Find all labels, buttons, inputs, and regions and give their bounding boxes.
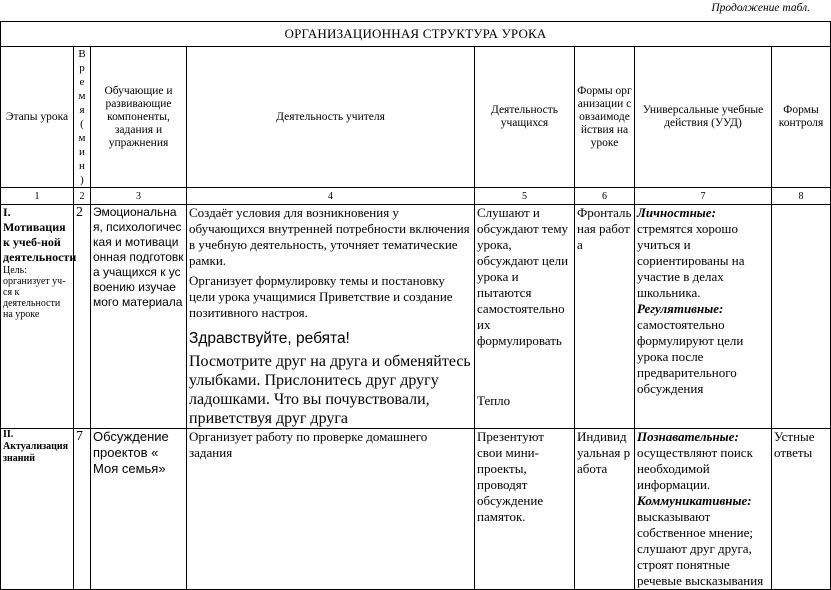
- stage-title: II. Актуализация знаний: [3, 429, 69, 464]
- stage-cell: [1, 205, 77, 429]
- teacher-text: Создаёт условия для возникновения у обучающихся внутренней потребности включения в учебную деятельность, уточняет тематические рамки.: [189, 205, 470, 268]
- control-cell: [772, 205, 831, 429]
- teacher-text-large: Посмотрите друг на друга и обменяйтесь улыбками. Прислонитесь друг другу ладошками. Что вы почувствовали, приветствуя друг друга: [189, 353, 471, 427]
- uud-text: самостоятельно формулируют цели урока после предварительного обсуждения: [637, 317, 744, 396]
- uud-cell: [635, 429, 772, 590]
- header-control: Формы контроля: [772, 47, 831, 188]
- header-students: Деятельность учащихся: [475, 47, 575, 188]
- students-cell: Презентуют свои мини-проекты, проводят обсуждение памяток.: [475, 429, 575, 590]
- col-number: 1: [1, 188, 74, 205]
- lesson-structure-table: [0, 21, 831, 590]
- time-cell: 7: [74, 429, 91, 590]
- header-time-letter: м: [78, 90, 86, 102]
- teacher-greeting: Здравствуйте, ребята!: [189, 330, 350, 347]
- col-number: 3: [91, 188, 187, 205]
- col-number: 6: [575, 188, 635, 205]
- header-time-letter: и: [79, 146, 85, 158]
- uud-label: Познавательные:: [637, 429, 739, 444]
- teacher-cell: [187, 205, 475, 429]
- teacher-cell: Организует работу по проверке домашнего задания: [187, 429, 475, 590]
- students-text: Слушают и обсуждают тему урока, обсуждают цели урока и пытаются самостоятельно их формулировать: [477, 205, 569, 348]
- teacher-text: Организует формулировку темы и постановку цели урока учащимися Приветствие и создание позитивного настроя.: [189, 273, 453, 320]
- uud-label: Коммуникативные:: [637, 493, 752, 508]
- table-title: ОРГАНИЗАЦИОННАЯ СТРУКТУРА УРОКА: [1, 22, 831, 47]
- header-uud: Универсальные учебные действия (УУД): [635, 47, 772, 188]
- header-forms: Формы организации совзаимодействия на уроке: [575, 47, 635, 188]
- header-time-letter: е: [79, 76, 85, 88]
- control-cell: Устные ответы: [772, 429, 831, 590]
- col-number: 2: [74, 188, 91, 205]
- time-cell: 2: [74, 205, 91, 429]
- table-row-actualization: [1, 429, 831, 590]
- column-number-row: [1, 188, 831, 205]
- header-time-letter: (: [80, 118, 84, 130]
- table-row-motivation: [1, 205, 831, 429]
- uud-label: Регулятивные:: [637, 301, 724, 316]
- col-number: 4: [187, 188, 475, 205]
- header-stages: Этапы урока: [1, 47, 74, 188]
- forms-cell: Фронтальная работа: [575, 205, 635, 429]
- uud-text: осуществляют поиск необходимой информации.: [637, 445, 753, 492]
- stage-goal: Цель: организует уч-ся к деятельности на уроке: [3, 265, 66, 320]
- uud-text: высказывают собственное мнение; слушают друг друга, строят понятные речевые высказывания: [637, 509, 764, 588]
- header-time-letter: р: [79, 62, 85, 74]
- stage-title: I. Мотивация к учеб-ной деятельности: [3, 205, 77, 264]
- col-number: 7: [635, 188, 772, 205]
- table-title-row: [1, 22, 831, 47]
- header-time: [74, 47, 91, 188]
- stage-cell: [1, 429, 74, 590]
- col-number: 8: [772, 188, 831, 205]
- header-time-letter: м: [78, 132, 86, 144]
- header-time-letter: ): [80, 174, 84, 186]
- col-number: 5: [475, 188, 575, 205]
- header-time-letter: В: [78, 48, 86, 60]
- components-cell: Обсуждение проектов « Моя семья»: [91, 429, 187, 590]
- header-components: Обучающие и развивающие компоненты, задания и упражнения: [91, 47, 187, 188]
- components-cell: Эмоциональная, психологическая и мотивационная подготовка учащихся к усвоению изучаемого материала: [91, 205, 187, 429]
- header-time-letter: н: [79, 160, 85, 172]
- students-cell: [475, 205, 575, 429]
- uud-cell: [635, 205, 772, 429]
- uud-text: стремятся хорошо учиться и сориентированы на участие в делах школьника.: [637, 221, 745, 300]
- continuation-label: Продолжение табл.: [711, 2, 810, 14]
- uud-label: Личностные:: [637, 205, 716, 220]
- header-row: [1, 47, 831, 188]
- students-extra: Тепло: [477, 393, 511, 408]
- forms-cell: Индивидуальная работа: [575, 429, 635, 590]
- header-teacher: Деятельность учителя: [187, 47, 475, 188]
- header-time-letter: я: [79, 104, 85, 116]
- header-time-vertical: [77, 47, 87, 187]
